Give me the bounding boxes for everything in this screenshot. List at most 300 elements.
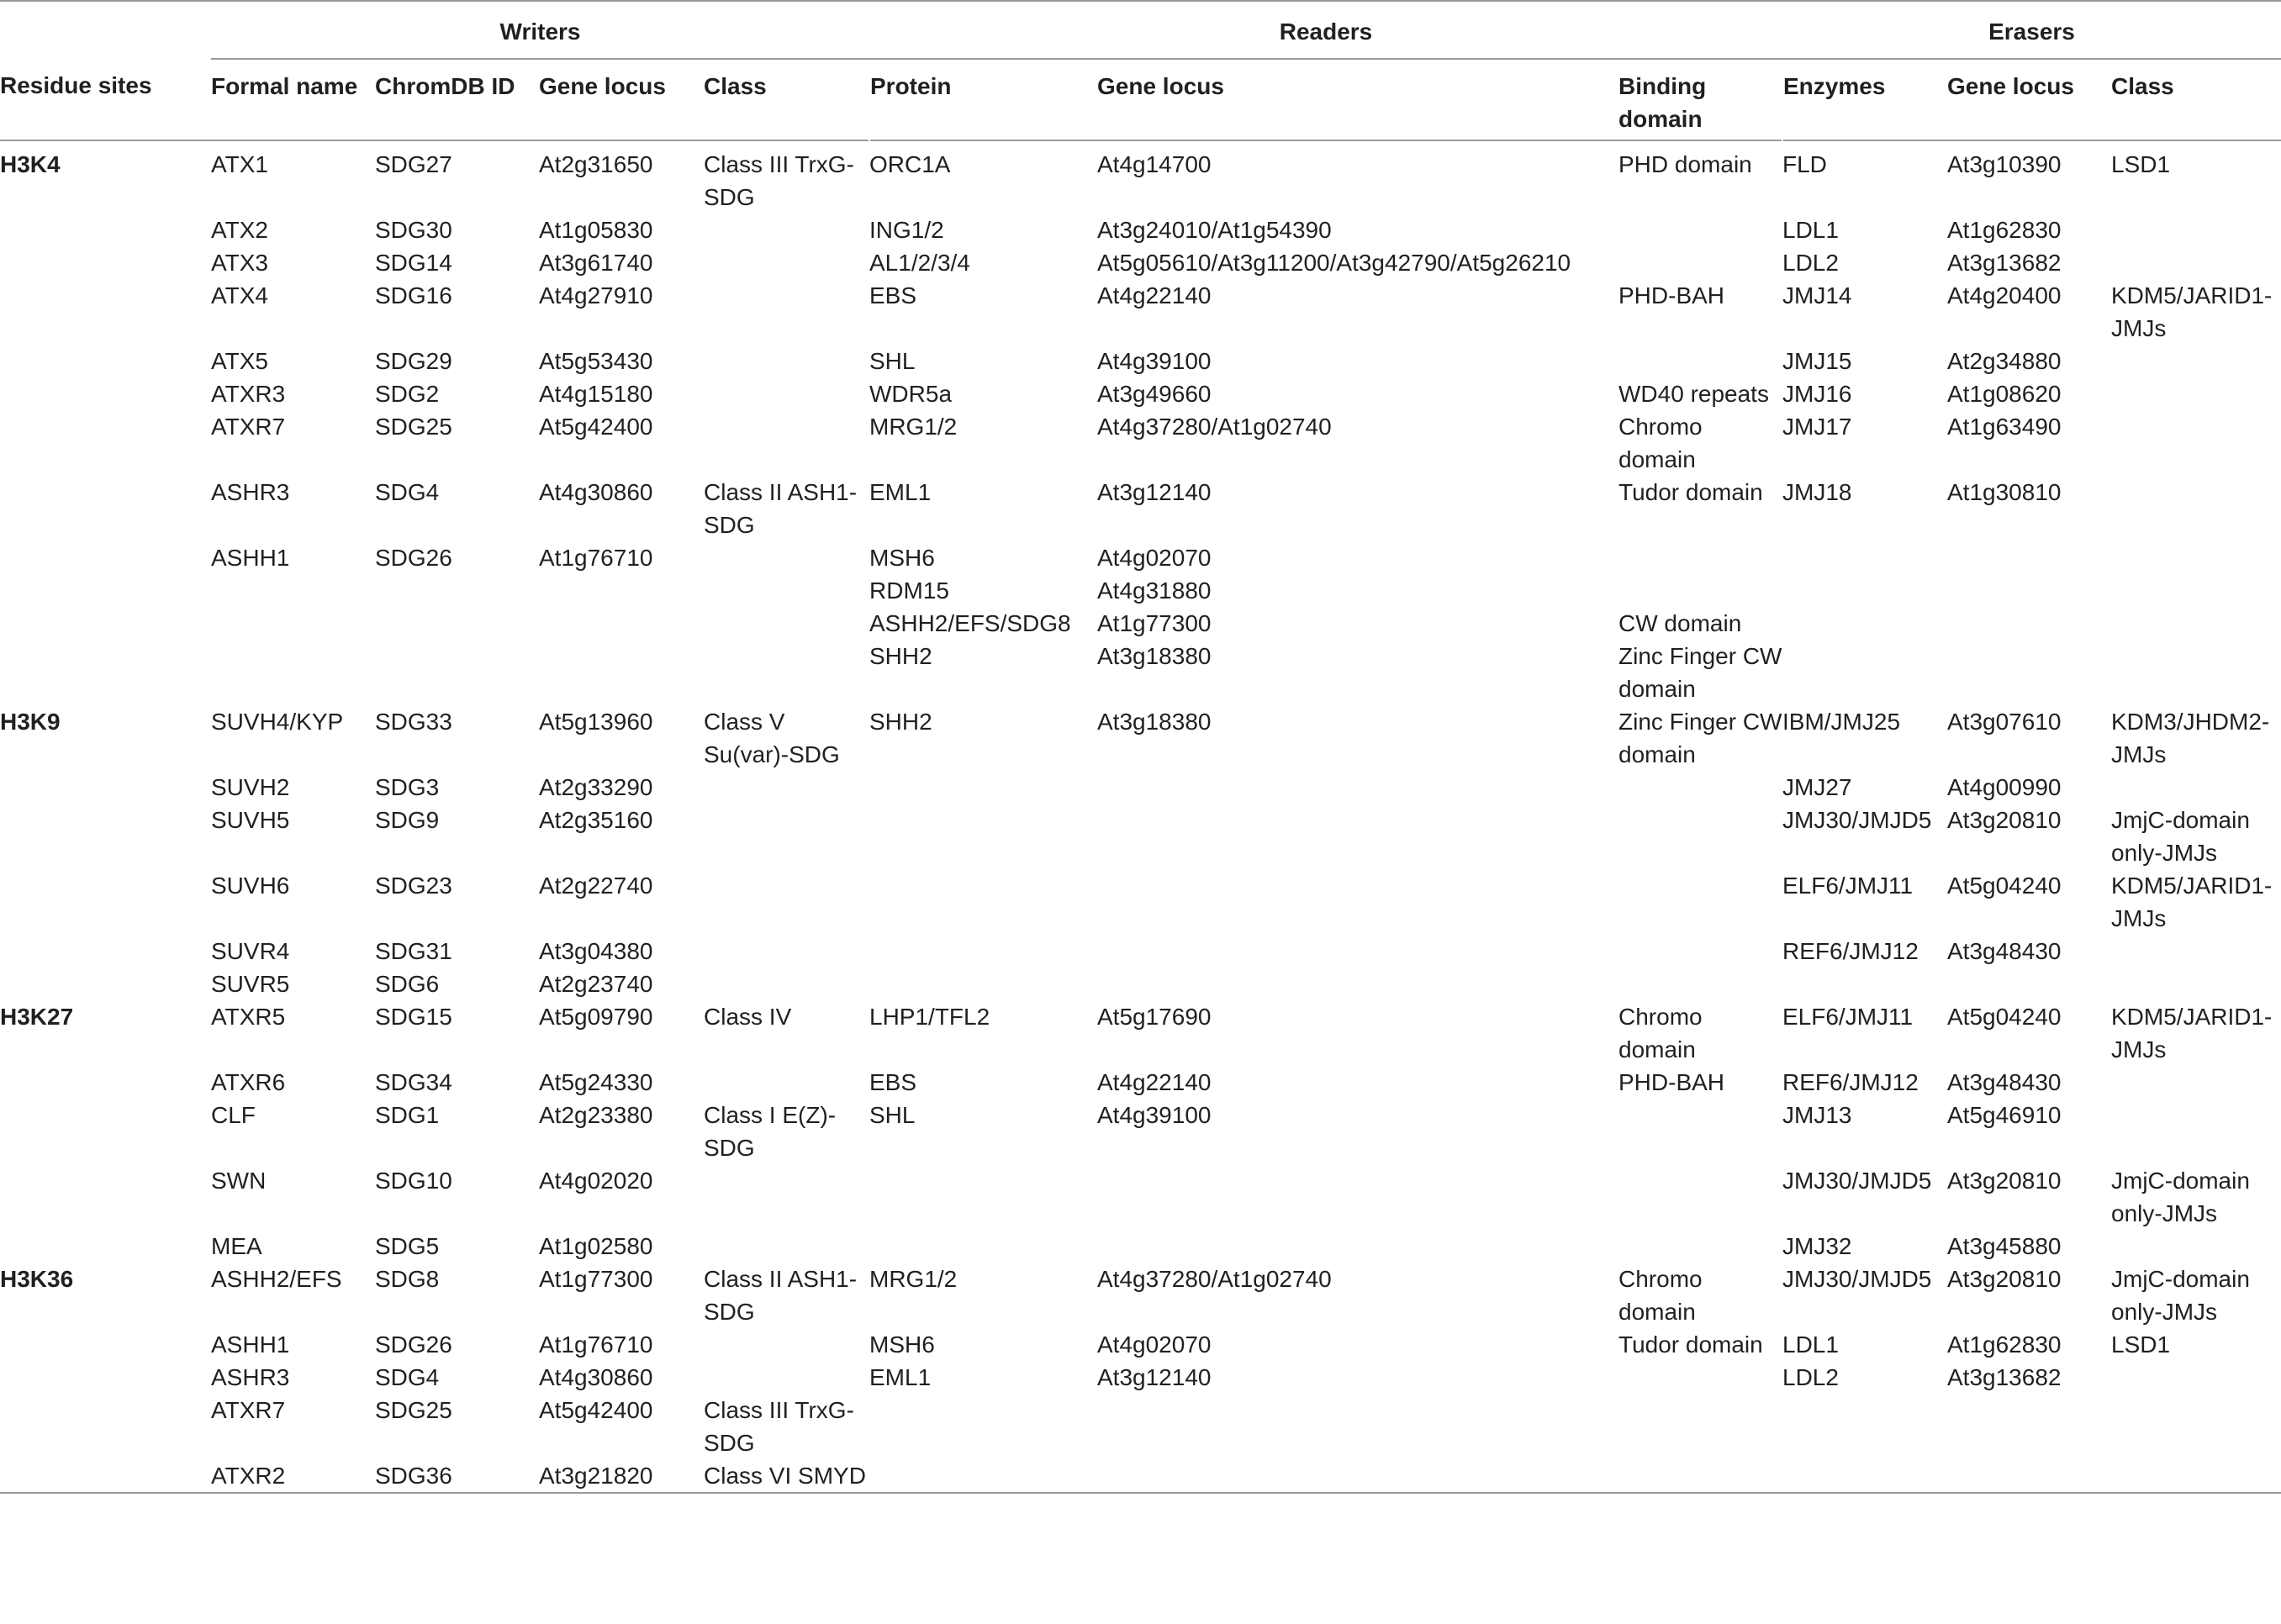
table-row <box>0 1164 2281 1230</box>
formal-name-cell: ATXR7 <box>211 414 286 440</box>
reader-gene-locus-cell <box>1097 1394 1618 1459</box>
writer-gene-locus-cell: At3g04380 <box>539 938 653 964</box>
writer-gene-locus-cell: At4g30860 <box>539 479 653 505</box>
table-row <box>0 804 2281 869</box>
eraser-gene-locus-cell <box>1947 1394 2111 1459</box>
table-row <box>0 1394 2281 1459</box>
residue-site-cell <box>0 1459 211 1493</box>
writer-gene-locus-cell <box>539 640 704 705</box>
reader-protein-cell: EML1 <box>869 479 932 505</box>
reader-protein-cell <box>869 771 1097 804</box>
writer-gene-locus-cell: At1g05830 <box>539 217 653 243</box>
residue-site-cell <box>0 410 211 476</box>
eraser-class-cell <box>2111 935 2281 968</box>
eraser-enzyme-cell <box>1782 574 1947 607</box>
reader-gene-locus-cell: At4g31880 <box>1097 577 1212 604</box>
reader-protein-cell <box>869 1394 1097 1459</box>
chromdb-id-cell: SDG15 <box>375 1004 452 1030</box>
eraser-gene-locus-cell: At3g07610 <box>1947 709 2062 735</box>
reader-gene-locus-cell: At4g39100 <box>1097 1102 1212 1128</box>
writer-class-cell <box>704 1328 869 1361</box>
formal-name-cell: ATXR7 <box>211 1397 286 1423</box>
writer-class-cell <box>704 1361 869 1394</box>
binding-domain-cell <box>1618 935 1782 968</box>
writer-class-cell: Class III TrxG-SDG <box>704 1397 854 1456</box>
chromdb-id-cell: SDG10 <box>375 1168 452 1194</box>
formal-name-cell: ATX5 <box>211 348 268 374</box>
binding-domain-cell <box>1618 968 1782 1000</box>
chromdb-id-cell: SDG8 <box>375 1266 440 1292</box>
eraser-enzyme-cell: REF6/JMJ12 <box>1782 1069 1919 1095</box>
formal-name-cell: SWN <box>211 1168 267 1194</box>
chromdb-id-cell: SDG29 <box>375 348 452 374</box>
eraser-class-cell: KDM5/JARID1-JMJs <box>2111 873 2273 931</box>
reader-gene-locus-cell: At5g17690 <box>1097 1004 1212 1030</box>
binding-domain-cell: PHD-BAH <box>1618 282 1725 308</box>
table-row <box>0 968 2281 1000</box>
writer-gene-locus-cell: At1g02580 <box>539 1233 653 1259</box>
eraser-gene-locus-cell: At5g46910 <box>1947 1102 2062 1128</box>
reader-gene-locus-cell <box>1097 771 1618 804</box>
table-row <box>0 1361 2281 1394</box>
table-row <box>0 1000 2281 1066</box>
table-row <box>0 705 2281 771</box>
binding-domain-cell: Zinc Finger CW domain <box>1618 643 1782 702</box>
group-header-row <box>0 2 2281 59</box>
eraser-enzyme-cell: JMJ15 <box>1782 348 1852 374</box>
writer-gene-locus-header: Gene locus <box>539 59 704 140</box>
reader-protein-cell: SHH2 <box>869 643 932 669</box>
eraser-class-cell <box>2111 1361 2281 1394</box>
eraser-class-cell <box>2111 968 2281 1000</box>
binding-domain-cell: PHD domain <box>1618 151 1752 177</box>
chromdb-id-cell: SDG36 <box>375 1463 452 1489</box>
reader-gene-locus-cell <box>1097 968 1618 1000</box>
writer-gene-locus-cell: At1g76710 <box>539 1331 653 1358</box>
chromdb-id-cell: SDG26 <box>375 545 452 571</box>
eraser-gene-locus-cell <box>1947 607 2111 640</box>
writer-gene-locus-cell: At5g53430 <box>539 348 653 374</box>
reader-protein-cell: AL1/2/3/4 <box>869 250 970 276</box>
reader-gene-locus-cell <box>1097 935 1618 968</box>
eraser-gene-locus-cell: At1g62830 <box>1947 1331 2062 1358</box>
writer-class-cell <box>704 377 869 410</box>
chromdb-id-cell: SDG25 <box>375 414 452 440</box>
writer-class-cell: Class I E(Z)-SDG <box>704 1102 837 1161</box>
residue-site-cell <box>0 771 211 804</box>
chromdb-id-cell: SDG25 <box>375 1397 452 1423</box>
table-bottom-rule <box>0 1493 2281 1494</box>
binding-domain-cell: Chromo domain <box>1618 1004 1703 1062</box>
reader-gene-locus-cell: At4g22140 <box>1097 282 1212 308</box>
eraser-gene-locus-cell: At3g20810 <box>1947 1168 2062 1194</box>
table-row <box>0 1263 2281 1328</box>
binding-domain-cell <box>1618 1361 1782 1394</box>
writer-class-cell <box>704 1066 869 1099</box>
readers-group-header: Readers <box>1279 18 1373 45</box>
reader-protein-cell: LHP1/TFL2 <box>869 1004 990 1030</box>
chromdb-id-cell: SDG16 <box>375 282 452 308</box>
reader-protein-cell <box>869 1230 1097 1263</box>
eraser-gene-locus-cell: At3g20810 <box>1947 807 2062 833</box>
eraser-enzyme-cell: LDL2 <box>1782 1364 1839 1390</box>
table-row <box>0 246 2281 279</box>
reader-protein-cell: SHL <box>869 1102 916 1128</box>
eraser-gene-locus-cell <box>1947 574 2111 607</box>
formal-name-cell: ATXR2 <box>211 1463 286 1489</box>
chromdb-id-cell: SDG9 <box>375 807 440 833</box>
eraser-enzyme-cell <box>1782 1459 1947 1493</box>
residue-site-cell: H3K27 <box>0 1004 74 1030</box>
residue-site-cell <box>0 1066 211 1099</box>
eraser-gene-locus-cell <box>1947 1459 2111 1493</box>
reader-gene-locus-cell <box>1097 804 1618 869</box>
chromdb-id-cell: SDG30 <box>375 217 452 243</box>
binding-domain-cell: Zinc Finger CW domain <box>1618 709 1782 767</box>
chromdb-id-cell: SDG34 <box>375 1069 452 1095</box>
eraser-enzyme-cell: LDL2 <box>1782 250 1839 276</box>
writer-gene-locus-cell <box>539 574 704 607</box>
eraser-gene-locus-cell: At3g20810 <box>1947 1266 2062 1292</box>
writer-gene-locus-cell: At4g27910 <box>539 282 653 308</box>
eraser-class-cell <box>2111 1459 2281 1493</box>
eraser-enzyme-cell: ELF6/JMJ11 <box>1782 873 1914 899</box>
residue-sites-header: Residue sites <box>0 72 152 98</box>
eraser-class-cell <box>2111 345 2281 377</box>
chromdb-id-cell: SDG31 <box>375 938 452 964</box>
table-row <box>0 410 2281 476</box>
binding-domain-cell: CW domain <box>1618 610 1742 636</box>
eraser-enzyme-cell <box>1782 1394 1947 1459</box>
binding-domain-cell <box>1618 345 1782 377</box>
formal-name-cell: SUVR5 <box>211 971 290 997</box>
residue-site-cell: H3K9 <box>0 709 61 735</box>
writer-class-cell <box>704 1230 869 1263</box>
residue-site-cell <box>0 574 211 607</box>
table-row <box>0 607 2281 640</box>
writer-class-cell: Class II ASH1-SDG <box>704 479 858 538</box>
eraser-enzyme-cell: FLD <box>1782 151 1827 177</box>
eraser-gene-locus-cell: At3g10390 <box>1947 151 2062 177</box>
residue-site-cell <box>0 541 211 574</box>
chromdb-id-cell: SDG4 <box>375 479 440 505</box>
reader-gene-locus-header: Gene locus <box>1097 59 1618 140</box>
reader-gene-locus-cell <box>1097 1230 1618 1263</box>
eraser-enzyme-cell: JMJ13 <box>1782 1102 1852 1128</box>
writers-group-header: Writers <box>499 18 581 45</box>
reader-protein-cell: MRG1/2 <box>869 414 958 440</box>
binding-domain-cell <box>1618 771 1782 804</box>
reader-protein-cell: MSH6 <box>869 1331 935 1358</box>
reader-protein-cell: RDM15 <box>869 577 949 604</box>
eraser-enzyme-cell <box>1782 968 1947 1000</box>
reader-gene-locus-cell <box>1097 1459 1618 1493</box>
residue-site-cell <box>0 1361 211 1394</box>
reader-gene-locus-cell: At4g22140 <box>1097 1069 1212 1095</box>
binding-domain-cell <box>1618 1230 1782 1263</box>
writer-class-cell <box>704 1164 869 1230</box>
formal-name-cell: ATX4 <box>211 282 268 308</box>
residue-site-cell <box>0 476 211 541</box>
eraser-class-cell <box>2111 1230 2281 1263</box>
reader-gene-locus-cell <box>1097 869 1618 935</box>
eraser-class-cell <box>2111 541 2281 574</box>
eraser-gene-locus-cell <box>1947 968 2111 1000</box>
eraser-gene-locus-cell: At4g20400 <box>1947 282 2062 308</box>
writer-class-cell <box>704 771 869 804</box>
eraser-gene-locus-cell: At3g48430 <box>1947 938 2062 964</box>
eraser-gene-locus-header: Gene locus <box>1947 59 2111 140</box>
reader-gene-locus-cell: At3g12140 <box>1097 1364 1212 1390</box>
chromdb-id-cell <box>375 574 539 607</box>
reader-gene-locus-cell: At3g49660 <box>1097 381 1212 407</box>
binding-domain-cell <box>1618 574 1782 607</box>
eraser-gene-locus-cell: At1g30810 <box>1947 479 2062 505</box>
formal-name-cell: SUVR4 <box>211 938 290 964</box>
writer-gene-locus-cell: At5g42400 <box>539 1397 653 1423</box>
reader-protein-cell: ORC1A <box>869 151 951 177</box>
chromdb-id-cell: SDG1 <box>375 1102 440 1128</box>
formal-name-cell: ASHH1 <box>211 545 290 571</box>
eraser-class-cell <box>2111 771 2281 804</box>
eraser-class-cell: KDM3/JHDM2-JMJs <box>2111 709 2270 767</box>
chromdb-id-cell: SDG26 <box>375 1331 452 1358</box>
eraser-enzyme-cell <box>1782 541 1947 574</box>
binding-domain-cell <box>1618 1164 1782 1230</box>
chromdb-id-cell: SDG3 <box>375 774 440 800</box>
eraser-class-cell <box>2111 476 2281 541</box>
residue-site-cell: H3K4 <box>0 151 61 177</box>
binding-domain-cell <box>1618 804 1782 869</box>
writer-class-cell <box>704 607 869 640</box>
chromdb-id-cell <box>375 640 539 705</box>
chromdb-id-cell: SDG27 <box>375 151 452 177</box>
residue-site-cell <box>0 935 211 968</box>
writer-gene-locus-cell: At3g61740 <box>539 250 653 276</box>
reader-gene-locus-cell: At1g77300 <box>1097 610 1212 636</box>
writer-gene-locus-cell <box>539 607 704 640</box>
eraser-class-cell <box>2111 410 2281 476</box>
reader-gene-locus-cell <box>1097 1164 1618 1230</box>
reader-protein-cell <box>869 869 1097 935</box>
reader-gene-locus-cell: At4g02070 <box>1097 545 1212 571</box>
reader-gene-locus-cell: At4g14700 <box>1097 151 1212 177</box>
table-row <box>0 1230 2281 1263</box>
eraser-gene-locus-cell: At1g63490 <box>1947 414 2062 440</box>
residue-site-cell <box>0 214 211 246</box>
eraser-enzyme-cell: JMJ30/JMJD5 <box>1782 807 1932 833</box>
table-row <box>0 869 2281 935</box>
formal-name-cell: SUVH4/KYP <box>211 709 344 735</box>
formal-name-cell: MEA <box>211 1233 262 1259</box>
table-row <box>0 1099 2281 1164</box>
erasers-group-header: Erasers <box>1988 18 2075 45</box>
eraser-class-cell: JmjC-domain only-JMJs <box>2111 807 2250 866</box>
eraser-enzyme-cell: JMJ27 <box>1782 774 1852 800</box>
table-row <box>0 476 2281 541</box>
reader-gene-locus-cell: At4g39100 <box>1097 348 1212 374</box>
writer-class-cell <box>704 804 869 869</box>
enzymes-header: Enzymes <box>1782 59 1947 140</box>
residue-site-cell <box>0 1230 211 1263</box>
residue-site-cell: H3K36 <box>0 1266 74 1292</box>
eraser-enzyme-cell <box>1782 640 1947 705</box>
table-row <box>0 214 2281 246</box>
formal-name-cell: ATX1 <box>211 151 268 177</box>
residue-site-cell <box>0 1394 211 1459</box>
writer-class-cell: Class III TrxG-SDG <box>704 151 854 210</box>
formal-name-cell: ATXR6 <box>211 1069 286 1095</box>
formal-name-cell: SUVH2 <box>211 774 290 800</box>
chromdb-id-cell: SDG2 <box>375 381 440 407</box>
reader-gene-locus-cell: At5g05610/At3g11200/At3g42790/At5g26210 <box>1097 250 1571 276</box>
residue-site-cell <box>0 1099 211 1164</box>
reader-protein-cell: WDR5a <box>869 381 953 407</box>
table-row <box>0 1066 2281 1099</box>
writer-gene-locus-cell: At5g24330 <box>539 1069 653 1095</box>
binding-domain-cell: WD40 repeats <box>1618 381 1769 407</box>
eraser-class-cell <box>2111 246 2281 279</box>
reader-gene-locus-cell: At4g02070 <box>1097 1331 1212 1358</box>
reader-protein-cell: EML1 <box>869 1364 932 1390</box>
reader-protein-cell <box>869 935 1097 968</box>
writer-gene-locus-cell: At5g09790 <box>539 1004 653 1030</box>
eraser-gene-locus-cell: At1g08620 <box>1947 381 2062 407</box>
residue-site-cell <box>0 279 211 345</box>
writer-gene-locus-cell: At2g35160 <box>539 807 653 833</box>
eraser-gene-locus-cell <box>1947 541 2111 574</box>
eraser-enzyme-cell: JMJ14 <box>1782 282 1852 308</box>
writer-gene-locus-cell: At1g76710 <box>539 545 653 571</box>
formal-name-header: Formal name <box>211 59 375 140</box>
eraser-class-cell <box>2111 214 2281 246</box>
eraser-gene-locus-cell: At1g62830 <box>1947 217 2062 243</box>
writer-gene-locus-cell: At2g23380 <box>539 1102 653 1128</box>
eraser-enzyme-cell: JMJ32 <box>1782 1233 1852 1259</box>
table-header <box>0 1 2281 140</box>
writer-class-cell <box>704 640 869 705</box>
eraser-gene-locus-cell: At3g13682 <box>1947 250 2062 276</box>
protein-header: Protein <box>869 59 1097 140</box>
formal-name-cell: ASHH2/EFS <box>211 1266 342 1292</box>
chromdb-id-cell: SDG14 <box>375 250 452 276</box>
chromdb-id-cell <box>375 607 539 640</box>
table-row <box>0 1328 2281 1361</box>
writer-class-cell <box>704 345 869 377</box>
residue-sites-spacer <box>0 2 211 59</box>
formal-name-cell <box>211 640 375 705</box>
residue-site-cell <box>0 377 211 410</box>
eraser-enzyme-cell: JMJ18 <box>1782 479 1852 505</box>
reader-gene-locus-cell: At3g18380 <box>1097 709 1212 735</box>
writer-gene-locus-cell: At5g13960 <box>539 709 653 735</box>
reader-protein-cell: SHH2 <box>869 709 932 735</box>
formal-name-cell: ASHH1 <box>211 1331 290 1358</box>
eraser-enzyme-cell: ELF6/JMJ11 <box>1782 1004 1914 1030</box>
eraser-class-cell <box>2111 377 2281 410</box>
eraser-gene-locus-cell: At4g00990 <box>1947 774 2062 800</box>
writer-gene-locus-cell: At5g42400 <box>539 414 653 440</box>
eraser-enzyme-cell: REF6/JMJ12 <box>1782 938 1919 964</box>
chromdb-id-cell: SDG5 <box>375 1233 440 1259</box>
writer-class-cell <box>704 968 869 1000</box>
formal-name-cell: SUVH5 <box>211 807 290 833</box>
table-row <box>0 574 2281 607</box>
eraser-enzyme-cell: JMJ16 <box>1782 381 1852 407</box>
residue-site-cell <box>0 869 211 935</box>
reader-protein-cell <box>869 1164 1097 1230</box>
table-row <box>0 279 2281 345</box>
residue-site-cell <box>0 1164 211 1230</box>
binding-domain-cell <box>1618 1394 1782 1459</box>
residue-site-cell <box>0 345 211 377</box>
formal-name-cell <box>211 574 375 607</box>
writer-class-cell <box>704 541 869 574</box>
eraser-enzyme-cell: LDL1 <box>1782 217 1839 243</box>
formal-name-cell <box>211 607 375 640</box>
chromdb-id-cell: SDG33 <box>375 709 452 735</box>
residue-site-cell <box>0 607 211 640</box>
residue-site-cell <box>0 246 211 279</box>
reader-gene-locus-cell: At3g12140 <box>1097 479 1212 505</box>
eraser-class-cell <box>2111 607 2281 640</box>
table-row <box>0 541 2281 574</box>
binding-domain-cell <box>1618 246 1782 279</box>
table-row <box>0 345 2281 377</box>
writer-class-cell <box>704 935 869 968</box>
binding-domain-cell: Tudor domain <box>1618 1331 1763 1358</box>
reader-protein-cell <box>869 1459 1097 1493</box>
table-row <box>0 771 2281 804</box>
writer-class-cell <box>704 279 869 345</box>
reader-protein-cell: ING1/2 <box>869 217 944 243</box>
reader-protein-cell: EBS <box>869 282 917 308</box>
writer-class-cell: Class IV <box>704 1004 792 1030</box>
writer-gene-locus-cell: At3g21820 <box>539 1463 653 1489</box>
residue-site-cell <box>0 968 211 1000</box>
residue-site-cell <box>0 804 211 869</box>
chromdb-id-cell: SDG23 <box>375 873 452 899</box>
binding-domain-cell: Tudor domain <box>1618 479 1763 505</box>
reader-gene-locus-cell: At4g37280/At1g02740 <box>1097 1266 1332 1292</box>
eraser-class-cell <box>2111 574 2281 607</box>
eraser-class-cell <box>2111 1066 2281 1099</box>
eraser-gene-locus-cell: At3g13682 <box>1947 1364 2062 1390</box>
eraser-class-cell: LSD1 <box>2111 1331 2171 1358</box>
eraser-enzyme-cell <box>1782 607 1947 640</box>
writer-class-cell <box>704 574 869 607</box>
writer-gene-locus-cell: At4g02020 <box>539 1168 653 1194</box>
eraser-class-cell <box>2111 1394 2281 1459</box>
eraser-enzyme-cell: JMJ30/JMJD5 <box>1782 1168 1932 1194</box>
eraser-gene-locus-cell: At5g04240 <box>1947 1004 2062 1030</box>
reader-protein-cell: MSH6 <box>869 545 935 571</box>
reader-gene-locus-cell: At3g18380 <box>1097 643 1212 669</box>
writer-gene-locus-cell: At4g15180 <box>539 381 653 407</box>
reader-protein-cell: EBS <box>869 1069 917 1095</box>
column-header-row <box>0 59 2281 140</box>
writer-class-cell <box>704 214 869 246</box>
writer-gene-locus-cell: At4g30860 <box>539 1364 653 1390</box>
eraser-enzyme-cell: IBM/JMJ25 <box>1782 709 1901 735</box>
writer-class-cell: Class II ASH1-SDG <box>704 1266 858 1325</box>
eraser-class-cell: KDM5/JARID1-JMJs <box>2111 1004 2273 1062</box>
eraser-class-header: Class <box>2111 59 2281 140</box>
writer-gene-locus-cell: At2g33290 <box>539 774 653 800</box>
eraser-class-cell <box>2111 640 2281 705</box>
chromdb-id-cell: SDG6 <box>375 971 440 997</box>
eraser-class-cell: JmjC-domain only-JMJs <box>2111 1168 2250 1226</box>
